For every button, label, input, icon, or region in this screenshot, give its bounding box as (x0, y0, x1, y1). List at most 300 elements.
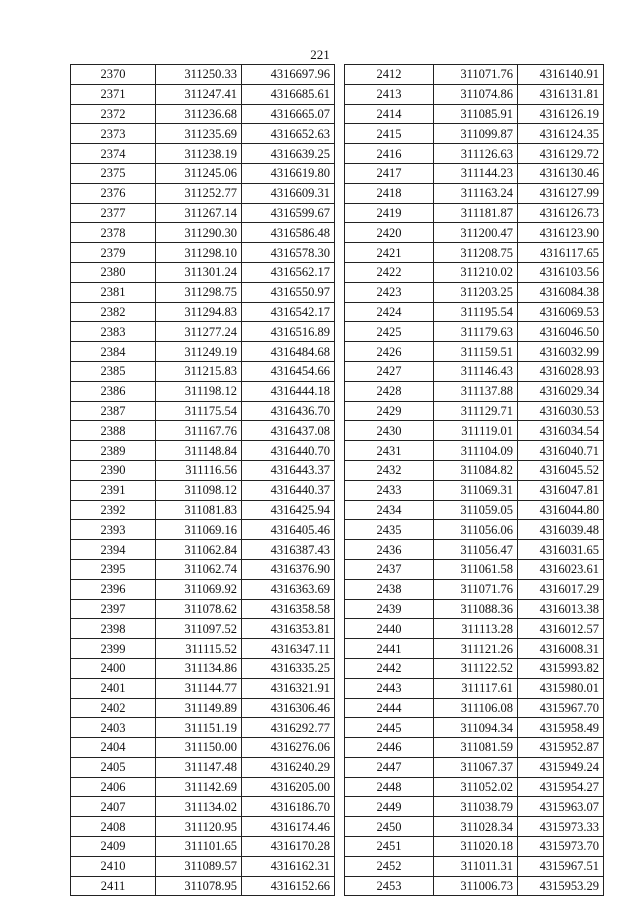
x-coordinate-cell: 311061.58 (434, 559, 518, 579)
y-coordinate-cell: 4316387.43 (242, 540, 335, 560)
point-id-cell: 2436 (345, 540, 434, 560)
y-coordinate-cell: 4316444.18 (242, 381, 335, 401)
y-coordinate-cell: 4316186.70 (242, 797, 335, 817)
y-coordinate-cell: 4316347.11 (242, 639, 335, 659)
point-id-cell: 2427 (345, 361, 434, 381)
point-id-cell: 2387 (71, 401, 156, 421)
y-coordinate-cell: 4316353.81 (242, 619, 335, 639)
table-row (71, 540, 335, 560)
y-coordinate-cell: 4316031.65 (518, 540, 604, 560)
x-coordinate-cell: 311078.95 (156, 876, 242, 896)
table-row (345, 559, 604, 579)
y-coordinate-cell: 4315973.33 (518, 817, 604, 837)
point-id-cell: 2425 (345, 322, 434, 342)
table-row (345, 144, 604, 164)
table-row (345, 540, 604, 560)
table-row (345, 401, 604, 421)
x-coordinate-cell: 311089.57 (156, 856, 242, 876)
point-id-cell: 2406 (71, 777, 156, 797)
y-coordinate-cell: 4316123.90 (518, 223, 604, 243)
point-id-cell: 2403 (71, 718, 156, 738)
y-coordinate-cell: 4316276.06 (242, 738, 335, 758)
y-coordinate-cell: 4316017.29 (518, 579, 604, 599)
y-coordinate-cell: 4316162.31 (242, 856, 335, 876)
x-coordinate-cell: 311179.63 (434, 322, 518, 342)
x-coordinate-cell: 311277.24 (156, 322, 242, 342)
x-coordinate-cell: 311247.41 (156, 84, 242, 104)
table-row (345, 163, 604, 183)
y-coordinate-cell: 4316032.99 (518, 342, 604, 362)
table-row (345, 658, 604, 678)
point-id-cell: 2444 (345, 698, 434, 718)
table-row (345, 65, 604, 85)
y-coordinate-cell: 4316376.90 (242, 559, 335, 579)
table-row (71, 421, 335, 441)
point-id-cell: 2393 (71, 520, 156, 540)
y-coordinate-cell: 4316174.46 (242, 817, 335, 837)
point-id-cell: 2375 (71, 163, 156, 183)
x-coordinate-cell: 311069.92 (156, 579, 242, 599)
x-coordinate-cell: 311238.19 (156, 144, 242, 164)
point-id-cell: 2419 (345, 203, 434, 223)
table-row (345, 203, 604, 223)
table-row (71, 480, 335, 500)
point-id-cell: 2400 (71, 658, 156, 678)
point-id-cell: 2442 (345, 658, 434, 678)
point-id-cell: 2434 (345, 500, 434, 520)
table-row (71, 302, 335, 322)
y-coordinate-cell: 4316306.46 (242, 698, 335, 718)
table-row (71, 639, 335, 659)
table-row (71, 163, 335, 183)
y-coordinate-cell: 4316205.00 (242, 777, 335, 797)
x-coordinate-cell: 311104.09 (434, 441, 518, 461)
x-coordinate-cell: 311129.71 (434, 401, 518, 421)
y-coordinate-cell: 4316335.25 (242, 658, 335, 678)
point-id-cell: 2405 (71, 757, 156, 777)
table-row (345, 441, 604, 461)
point-id-cell: 2422 (345, 262, 434, 282)
table-row (71, 817, 335, 837)
table-row (71, 65, 335, 85)
point-id-cell: 2440 (345, 619, 434, 639)
x-coordinate-cell: 311038.79 (434, 797, 518, 817)
point-id-cell: 2428 (345, 381, 434, 401)
point-id-cell: 2438 (345, 579, 434, 599)
table-row (71, 579, 335, 599)
x-coordinate-cell: 311195.54 (434, 302, 518, 322)
point-id-cell: 2431 (345, 441, 434, 461)
point-id-cell: 2380 (71, 262, 156, 282)
point-id-cell: 2445 (345, 718, 434, 738)
x-coordinate-cell: 311301.24 (156, 262, 242, 282)
x-coordinate-cell: 311081.83 (156, 500, 242, 520)
x-coordinate-cell: 311069.16 (156, 520, 242, 540)
table-row (345, 817, 604, 837)
point-id-cell: 2407 (71, 797, 156, 817)
y-coordinate-cell: 4315963.07 (518, 797, 604, 817)
x-coordinate-cell: 311250.33 (156, 65, 242, 85)
point-id-cell: 2423 (345, 282, 434, 302)
x-coordinate-cell: 311245.06 (156, 163, 242, 183)
y-coordinate-cell: 4316030.53 (518, 401, 604, 421)
table-row (345, 757, 604, 777)
x-coordinate-cell: 311116.56 (156, 460, 242, 480)
table-row (71, 322, 335, 342)
point-id-cell: 2449 (345, 797, 434, 817)
point-id-cell: 2420 (345, 223, 434, 243)
y-coordinate-cell: 4316292.77 (242, 718, 335, 738)
table-row (345, 698, 604, 718)
x-coordinate-cell: 311142.69 (156, 777, 242, 797)
table-row (71, 223, 335, 243)
table-row (71, 183, 335, 203)
point-id-cell: 2415 (345, 124, 434, 144)
x-coordinate-cell: 311144.77 (156, 678, 242, 698)
y-coordinate-cell: 4316562.17 (242, 262, 335, 282)
point-id-cell: 2379 (71, 243, 156, 263)
y-coordinate-cell: 4316578.30 (242, 243, 335, 263)
point-id-cell: 2443 (345, 678, 434, 698)
x-coordinate-cell: 311298.10 (156, 243, 242, 263)
page-number: 221 (310, 47, 330, 62)
y-coordinate-cell: 4316140.91 (518, 65, 604, 85)
point-id-cell: 2390 (71, 460, 156, 480)
y-coordinate-cell: 4316516.89 (242, 322, 335, 342)
point-id-cell: 2392 (71, 500, 156, 520)
point-id-cell: 2385 (71, 361, 156, 381)
table-row (345, 302, 604, 322)
table-row (345, 837, 604, 857)
y-coordinate-cell: 4316045.52 (518, 460, 604, 480)
x-coordinate-cell: 311210.02 (434, 262, 518, 282)
y-coordinate-cell: 4315954.27 (518, 777, 604, 797)
y-coordinate-cell: 4315949.24 (518, 757, 604, 777)
point-id-cell: 2411 (71, 876, 156, 896)
y-coordinate-cell: 4316619.80 (242, 163, 335, 183)
y-coordinate-cell: 4316023.61 (518, 559, 604, 579)
point-id-cell: 2441 (345, 639, 434, 659)
y-coordinate-cell: 4315980.01 (518, 678, 604, 698)
coordinate-table-left (70, 64, 335, 896)
table-row (71, 599, 335, 619)
point-id-cell: 2398 (71, 619, 156, 639)
table-row (345, 361, 604, 381)
table-row (71, 243, 335, 263)
point-id-cell: 2374 (71, 144, 156, 164)
table-row (345, 599, 604, 619)
table-row (71, 500, 335, 520)
table-row (71, 203, 335, 223)
table-row (71, 837, 335, 857)
table-row (345, 520, 604, 540)
point-id-cell: 2370 (71, 65, 156, 85)
y-coordinate-cell: 4316124.35 (518, 124, 604, 144)
point-id-cell: 2424 (345, 302, 434, 322)
y-coordinate-cell: 4316152.66 (242, 876, 335, 896)
x-coordinate-cell: 311056.47 (434, 540, 518, 560)
x-coordinate-cell: 311020.18 (434, 837, 518, 857)
point-id-cell: 2376 (71, 183, 156, 203)
y-coordinate-cell: 4316046.50 (518, 322, 604, 342)
y-coordinate-cell: 4316484.68 (242, 342, 335, 362)
y-coordinate-cell: 4316405.46 (242, 520, 335, 540)
table-row (71, 757, 335, 777)
y-coordinate-cell: 4316685.61 (242, 84, 335, 104)
x-coordinate-cell: 311134.02 (156, 797, 242, 817)
point-id-cell: 2448 (345, 777, 434, 797)
y-coordinate-cell: 4316008.31 (518, 639, 604, 659)
coordinate-table-right (344, 64, 604, 896)
y-coordinate-cell: 4316440.70 (242, 441, 335, 461)
y-coordinate-cell: 4316436.70 (242, 401, 335, 421)
point-id-cell: 2399 (71, 639, 156, 659)
point-id-cell: 2408 (71, 817, 156, 837)
table-row (345, 262, 604, 282)
table-row (345, 342, 604, 362)
table-row (345, 777, 604, 797)
x-coordinate-cell: 311071.76 (434, 65, 518, 85)
table-row (345, 84, 604, 104)
y-coordinate-cell: 4316039.48 (518, 520, 604, 540)
point-id-cell: 2384 (71, 342, 156, 362)
table-row (345, 579, 604, 599)
y-coordinate-cell: 4316639.25 (242, 144, 335, 164)
table-row (71, 460, 335, 480)
y-coordinate-cell: 4316321.91 (242, 678, 335, 698)
x-coordinate-cell: 311011.31 (434, 856, 518, 876)
point-id-cell: 2377 (71, 203, 156, 223)
x-coordinate-cell: 311067.37 (434, 757, 518, 777)
y-coordinate-cell: 4316131.81 (518, 84, 604, 104)
y-coordinate-cell: 4316034.54 (518, 421, 604, 441)
y-coordinate-cell: 4315952.87 (518, 738, 604, 758)
y-coordinate-cell: 4316542.17 (242, 302, 335, 322)
x-coordinate-cell: 311200.47 (434, 223, 518, 243)
x-coordinate-cell: 311267.14 (156, 203, 242, 223)
point-id-cell: 2452 (345, 856, 434, 876)
y-coordinate-cell: 4316443.37 (242, 460, 335, 480)
y-coordinate-cell: 4316550.97 (242, 282, 335, 302)
x-coordinate-cell: 311119.01 (434, 421, 518, 441)
y-coordinate-cell: 4316047.81 (518, 480, 604, 500)
y-coordinate-cell: 4316028.93 (518, 361, 604, 381)
point-id-cell: 2416 (345, 144, 434, 164)
y-coordinate-cell: 4316103.56 (518, 262, 604, 282)
table-row (345, 104, 604, 124)
x-coordinate-cell: 311236.68 (156, 104, 242, 124)
table-row (345, 500, 604, 520)
x-coordinate-cell: 311126.63 (434, 144, 518, 164)
y-coordinate-cell: 4315958.49 (518, 718, 604, 738)
y-coordinate-cell: 4315967.51 (518, 856, 604, 876)
x-coordinate-cell: 311198.12 (156, 381, 242, 401)
x-coordinate-cell: 311148.84 (156, 441, 242, 461)
table-row (345, 460, 604, 480)
y-coordinate-cell: 4316425.94 (242, 500, 335, 520)
point-id-cell: 2381 (71, 282, 156, 302)
table-row (71, 262, 335, 282)
x-coordinate-cell: 311120.95 (156, 817, 242, 837)
x-coordinate-cell: 311159.51 (434, 342, 518, 362)
table-row (71, 678, 335, 698)
y-coordinate-cell: 4316599.67 (242, 203, 335, 223)
table-row (345, 480, 604, 500)
table-row (345, 322, 604, 342)
point-id-cell: 2410 (71, 856, 156, 876)
table-row (345, 856, 604, 876)
table-row (345, 619, 604, 639)
point-id-cell: 2418 (345, 183, 434, 203)
y-coordinate-cell: 4316127.99 (518, 183, 604, 203)
x-coordinate-cell: 311150.00 (156, 738, 242, 758)
table-row (71, 401, 335, 421)
point-id-cell: 2446 (345, 738, 434, 758)
y-coordinate-cell: 4315967.70 (518, 698, 604, 718)
table-row (71, 361, 335, 381)
y-coordinate-cell: 4316130.46 (518, 163, 604, 183)
y-coordinate-cell: 4316040.71 (518, 441, 604, 461)
table-row (71, 520, 335, 540)
table-row (345, 124, 604, 144)
table-row (71, 441, 335, 461)
x-coordinate-cell: 311167.76 (156, 421, 242, 441)
x-coordinate-cell: 311290.30 (156, 223, 242, 243)
table-row (345, 282, 604, 302)
x-coordinate-cell: 311059.05 (434, 500, 518, 520)
y-coordinate-cell: 4316013.38 (518, 599, 604, 619)
table-row (345, 678, 604, 698)
table-row (345, 223, 604, 243)
x-coordinate-cell: 311006.73 (434, 876, 518, 896)
y-coordinate-cell: 4316454.66 (242, 361, 335, 381)
x-coordinate-cell: 311121.26 (434, 639, 518, 659)
table-row (71, 282, 335, 302)
x-coordinate-cell: 311101.65 (156, 837, 242, 857)
table-row (345, 639, 604, 659)
y-coordinate-cell: 4316358.58 (242, 599, 335, 619)
table-row (71, 738, 335, 758)
y-coordinate-cell: 4316084.38 (518, 282, 604, 302)
table-row (71, 381, 335, 401)
y-coordinate-cell: 4316240.29 (242, 757, 335, 777)
x-coordinate-cell: 311181.87 (434, 203, 518, 223)
y-coordinate-cell: 4316363.69 (242, 579, 335, 599)
x-coordinate-cell: 311094.34 (434, 718, 518, 738)
x-coordinate-cell: 311098.12 (156, 480, 242, 500)
point-id-cell: 2409 (71, 837, 156, 857)
table-row (71, 84, 335, 104)
y-coordinate-cell: 4316029.34 (518, 381, 604, 401)
table-row (345, 381, 604, 401)
table-row (71, 797, 335, 817)
table-row (71, 856, 335, 876)
x-coordinate-cell: 311122.52 (434, 658, 518, 678)
table-row (71, 876, 335, 896)
x-coordinate-cell: 311071.76 (434, 579, 518, 599)
point-id-cell: 2450 (345, 817, 434, 837)
point-id-cell: 2396 (71, 579, 156, 599)
x-coordinate-cell: 311151.19 (156, 718, 242, 738)
table-row (345, 183, 604, 203)
table-row (345, 718, 604, 738)
point-id-cell: 2388 (71, 421, 156, 441)
table-row (71, 718, 335, 738)
y-coordinate-cell: 4316129.72 (518, 144, 604, 164)
table-row (71, 104, 335, 124)
x-coordinate-cell: 311208.75 (434, 243, 518, 263)
x-coordinate-cell: 311163.24 (434, 183, 518, 203)
y-coordinate-cell: 4316437.08 (242, 421, 335, 441)
x-coordinate-cell: 311134.86 (156, 658, 242, 678)
x-coordinate-cell: 311028.34 (434, 817, 518, 837)
y-coordinate-cell: 4316117.65 (518, 243, 604, 263)
x-coordinate-cell: 311117.61 (434, 678, 518, 698)
y-coordinate-cell: 4316126.73 (518, 203, 604, 223)
point-id-cell: 2386 (71, 381, 156, 401)
table-row (71, 342, 335, 362)
y-coordinate-cell: 4316069.53 (518, 302, 604, 322)
point-id-cell: 2397 (71, 599, 156, 619)
point-id-cell: 2372 (71, 104, 156, 124)
x-coordinate-cell: 311215.83 (156, 361, 242, 381)
table-row (345, 243, 604, 263)
point-id-cell: 2453 (345, 876, 434, 896)
y-coordinate-cell: 4315953.29 (518, 876, 604, 896)
table-row (71, 144, 335, 164)
table-row (71, 698, 335, 718)
x-coordinate-cell: 311056.06 (434, 520, 518, 540)
table-row (345, 738, 604, 758)
point-id-cell: 2417 (345, 163, 434, 183)
x-coordinate-cell: 311252.77 (156, 183, 242, 203)
x-coordinate-cell: 311052.02 (434, 777, 518, 797)
y-coordinate-cell: 4316697.96 (242, 65, 335, 85)
point-id-cell: 2378 (71, 223, 156, 243)
point-id-cell: 2402 (71, 698, 156, 718)
point-id-cell: 2429 (345, 401, 434, 421)
point-id-cell: 2382 (71, 302, 156, 322)
point-id-cell: 2414 (345, 104, 434, 124)
point-id-cell: 2432 (345, 460, 434, 480)
x-coordinate-cell: 311078.62 (156, 599, 242, 619)
y-coordinate-cell: 4316665.07 (242, 104, 335, 124)
table-row (345, 876, 604, 896)
x-coordinate-cell: 311249.19 (156, 342, 242, 362)
x-coordinate-cell: 311085.91 (434, 104, 518, 124)
point-id-cell: 2439 (345, 599, 434, 619)
y-coordinate-cell: 4316126.19 (518, 104, 604, 124)
y-coordinate-cell: 4316609.31 (242, 183, 335, 203)
x-coordinate-cell: 311144.23 (434, 163, 518, 183)
x-coordinate-cell: 311084.82 (434, 460, 518, 480)
point-id-cell: 2373 (71, 124, 156, 144)
x-coordinate-cell: 311203.25 (434, 282, 518, 302)
x-coordinate-cell: 311235.69 (156, 124, 242, 144)
table-row (345, 421, 604, 441)
x-coordinate-cell: 311147.48 (156, 757, 242, 777)
y-coordinate-cell: 4316012.57 (518, 619, 604, 639)
y-coordinate-cell: 4315973.70 (518, 837, 604, 857)
x-coordinate-cell: 311088.36 (434, 599, 518, 619)
x-coordinate-cell: 311298.75 (156, 282, 242, 302)
x-coordinate-cell: 311175.54 (156, 401, 242, 421)
table-row (71, 777, 335, 797)
x-coordinate-cell: 311069.31 (434, 480, 518, 500)
point-id-cell: 2435 (345, 520, 434, 540)
y-coordinate-cell: 4316044.80 (518, 500, 604, 520)
x-coordinate-cell: 311106.08 (434, 698, 518, 718)
